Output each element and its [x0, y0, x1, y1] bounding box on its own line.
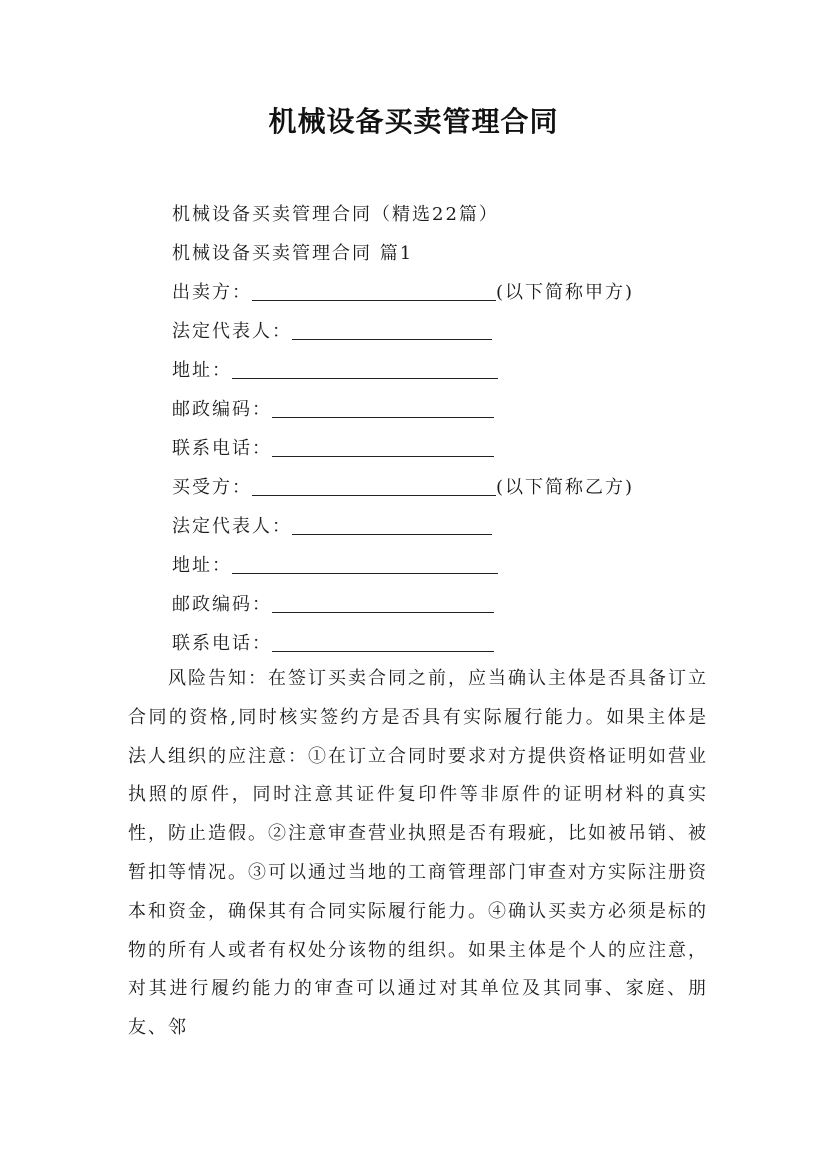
seller-legal-rep-row: [172, 317, 492, 343]
buyer-address-row: [172, 551, 498, 577]
buyer-legal-rep-blank: [292, 514, 492, 535]
seller-suffix: (以下简称甲方): [496, 282, 635, 303]
buyer-name-blank: [252, 475, 496, 496]
risk-notice-text: 风险告知：在签订买卖合同之前，应当确认主体是否具备订立合同的资格,同时核实签约方是否具有实际履行能力。如果主体是法人组织的应注意：①在订立合同时要求对方提供资格证明如营业执照的原件，同时注意其证件复印件等非原件的证明材料的真实性，防止造假。②注意审查营业执照是否有瑕疵，比如被吊销、被暂扣等情况。③可以通过当地的工商管理部门审查对方实际注册资本和资金，确保其有合同实际履行能力。④确认买卖方必须是标的物的所有人或者有权处分该物的组织。如果主体是个人的应注意，对其进行履约能力的审查可以通过对其单位及其同事、家庭、朋友、邻: [128, 668, 708, 1039]
buyer-postcode-label: 邮政编码：: [172, 594, 272, 615]
seller-row: [172, 278, 634, 304]
seller-postcode-label: 邮政编码：: [172, 399, 272, 420]
seller-name-blank: [252, 280, 496, 301]
risk-notice-paragraph: [128, 660, 708, 1048]
seller-postcode-blank: [272, 397, 494, 418]
seller-legal-rep-label: 法定代表人：: [172, 321, 292, 342]
buyer-address-label: 地址：: [172, 555, 232, 576]
buyer-suffix: (以下简称乙方): [496, 477, 635, 498]
seller-postcode-row: [172, 395, 494, 421]
buyer-phone-row: [172, 629, 494, 655]
buyer-legal-rep-row: [172, 512, 492, 538]
document-subtitle: 机械设备买卖管理合同（精选22篇）: [172, 204, 499, 225]
seller-address-blank: [232, 358, 498, 379]
seller-phone-row: [172, 434, 494, 460]
buyer-phone-label: 联系电话：: [172, 633, 272, 654]
buyer-legal-rep-label: 法定代表人：: [172, 516, 292, 537]
buyer-phone-blank: [272, 631, 494, 652]
seller-phone-blank: [272, 436, 494, 457]
seller-label: 出卖方：: [172, 282, 252, 303]
buyer-row: [172, 473, 634, 499]
buyer-address-blank: [232, 553, 498, 574]
buyer-postcode-row: [172, 590, 494, 616]
section-heading: 机械设备买卖管理合同 篇1: [172, 243, 414, 264]
document-title: 机械设备买卖管理合同: [268, 105, 559, 138]
seller-address-row: [172, 356, 498, 382]
buyer-postcode-blank: [272, 592, 494, 613]
seller-phone-label: 联系电话：: [172, 438, 272, 459]
seller-legal-rep-blank: [292, 319, 492, 340]
buyer-label: 买受方：: [172, 477, 252, 498]
seller-address-label: 地址：: [172, 360, 232, 381]
